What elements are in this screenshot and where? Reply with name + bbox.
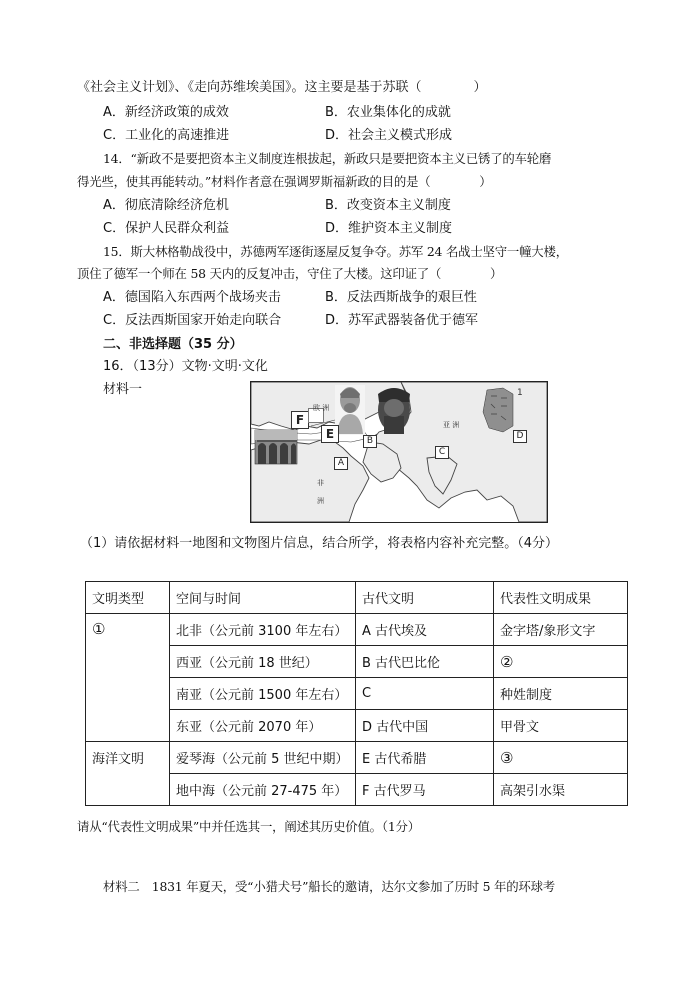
table-cell-civ: D 古代中国: [356, 710, 494, 742]
table-cell-achievement: 甲骨文: [494, 710, 628, 742]
table-header-civ: 古代文明: [356, 582, 494, 614]
table-cell-achievement: 高架引水渠: [494, 774, 628, 806]
table-cell-place: 爱琴海（公元前 5 世纪中期）: [170, 742, 356, 774]
map-drawing: [251, 382, 547, 522]
region-label-europe: 欧 洲: [313, 404, 330, 412]
table-header-type: 文明类型: [86, 582, 170, 614]
sub1-followup: 请从“代表性文明成果”中并任选其一，阐述其历史价值。（1分）: [77, 819, 420, 834]
table-cell-civ: A 古代埃及: [356, 614, 494, 646]
q13-option-d: D．社会主义模式形成: [325, 128, 453, 143]
aqueduct-photo: [255, 430, 297, 464]
q16-heading: 16．（13分）文物·文明·文化: [103, 359, 268, 374]
table-cell-achievement: ③: [494, 742, 628, 774]
q13-stem-tail: 《社会主义计划》、《走向苏维埃美国》。这主要是基于苏联（ ）: [77, 80, 487, 95]
table-cell-place: 南亚（公元前 1500 年左右）: [170, 678, 356, 710]
table-cell-place: 北非（公元前 3100 年左右）: [170, 614, 356, 646]
q14-option-a: A．彻底清除经济危机: [103, 198, 229, 213]
q15-option-b: B．反法西斯战争的艰巨性: [325, 290, 477, 305]
map-marker-e: E: [321, 425, 339, 443]
q14-option-b: B．改变资本主义制度: [325, 198, 451, 213]
material2-line: 材料二 1831 年夏天，受“小猎犬号”船长的邀请，达尔文参加了历时 5 年的环球考: [103, 879, 556, 894]
table-header-row: [86, 582, 628, 614]
q15-stem-line2: 顶住了德军一个师在 58 天内的反复冲击，守住了大楼。这印证了（ ）: [77, 266, 503, 281]
sub1-instruction: （1）请依据材料一地图和文物图片信息，结合所学，将表格内容补充完整。（4分）: [80, 536, 559, 551]
region-label-asia: 亚 洲: [443, 421, 460, 429]
table-header-achievement: 代表性文明成果: [494, 582, 628, 614]
q13-option-a: A．新经济政策的成效: [103, 105, 229, 120]
q15-option-d: D．苏军武器装备优于德军: [325, 313, 479, 328]
greek-bust-photo: [335, 385, 365, 435]
table-cell-place: 东亚（公元前 2070 年）: [170, 710, 356, 742]
table-header-place: 空间与时间: [170, 582, 356, 614]
material1-map: [250, 381, 548, 523]
q15-option-c: C．反法西斯国家开始走向联合: [103, 313, 282, 328]
section2-heading: 二、非选择题（35 分）: [103, 337, 243, 352]
table-cell-civ: F 古代罗马: [356, 774, 494, 806]
q13-option-b: B．农业集体化的成就: [325, 105, 451, 120]
region-label-africa-1: 非: [317, 479, 324, 487]
table-cell-place: 西亚（公元前 18 世纪）: [170, 646, 356, 678]
q14-stem-line2: 得光些，使其再能转动。”材料作者意在强调罗斯福新政的目的是（ ）: [77, 174, 492, 189]
q13-option-c: C．工业化的高速推进: [103, 128, 230, 143]
table-cell-civ: B 古代巴比伦: [356, 646, 494, 678]
table-cell-achievement: ②: [494, 646, 628, 678]
q15-stem-line1: 15．斯大林格勒战役中，苏德两军逐街逐屋反复争夺。苏军 24 名战士坚守一幢大楼，: [103, 244, 568, 259]
table-row: [86, 614, 628, 646]
map-marker-b: B: [363, 435, 377, 448]
map-marker-a: A: [334, 457, 348, 470]
oracle-bone-number: 1: [517, 388, 523, 398]
civilization-table: [85, 581, 628, 806]
table-cell-achievement: 种姓制度: [494, 678, 628, 710]
q14-option-d: D．维护资本主义制度: [325, 221, 453, 236]
table-cell-civ: E 古代希腊: [356, 742, 494, 774]
q15-option-a: A．德国陷入东西两个战场夹击: [103, 290, 281, 305]
table-cell-civ: C: [356, 678, 494, 710]
table-row: [86, 742, 628, 774]
region-label-africa-2: 洲: [317, 497, 324, 505]
map-marker-f: F: [291, 411, 309, 429]
map-marker-d: D: [513, 430, 527, 443]
table-cell-place: 地中海（公元前 27-475 年）: [170, 774, 356, 806]
map-marker-c: C: [435, 446, 449, 459]
table-cell-achievement: 金字塔/象形文字: [494, 614, 628, 646]
table-cell-type: 海洋文明: [86, 742, 170, 806]
material1-label: 材料一: [103, 382, 143, 397]
table-cell-type: ①: [86, 614, 170, 742]
q14-stem-line1: 14．“新政不是要把资本主义制度连根拔起，新政只是要把资本主义已锈了的车轮磨: [103, 151, 552, 166]
q14-option-c: C．保护人民群众利益: [103, 221, 230, 236]
